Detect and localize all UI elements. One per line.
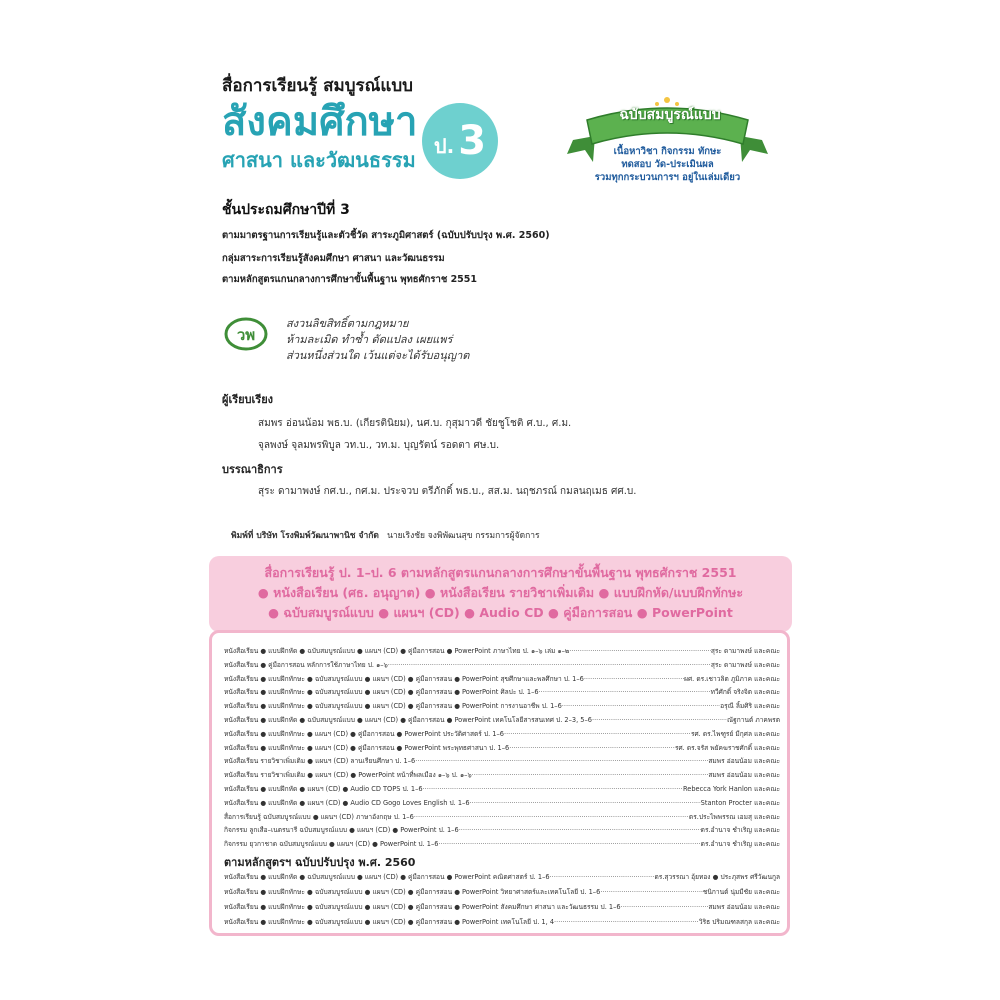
catalog-row-author: ดร.อำนาจ ชำเริญ และคณะ [700,840,780,849]
copyright-line: ห้ามละเมิด ทำซ้ำ ดัดแปลง เผยแพร่ [286,333,453,346]
leader-dots [569,645,711,656]
badge-title: ฉบับสมบูรณ์แบบ [619,107,721,123]
leader-dots [504,728,691,739]
catalog-box [209,630,790,936]
edition-badge [565,92,770,190]
leader-dots [621,901,709,912]
authors-label: ผู้เรียบเรียง [222,393,274,406]
leader-dots [415,755,708,766]
catalog-row [224,728,780,739]
catalog-row-title: หนังสือเรียน ● แบบฝึกหัด ● ฉบับสมบูรณ์แบบ ● แผนฯ (CD) ● คู่มือการสอน ● PowerPoint เทคโนโลยีสารสนเทศ ป. 2–3, 5–6 [224,716,592,724]
promo-box [209,556,792,632]
catalog-row-title: หนังสือเรียน ● แบบฝึกหัด ● แผนฯ (CD) ● Audio CD TOPS ป. 1–6 [224,785,423,793]
catalog-row-author: รศ. ดร.ไพฑูรย์ มีกุศล และคณะ [690,729,780,738]
standard-line: กลุ่มสาระการเรียนรู้สังคมศึกษา ศาสนา และวัฒนธรรม [222,253,445,264]
copyright-line: สงวนลิขสิทธิ์ตามกฎหมาย [286,317,409,330]
catalog-row-title: หนังสือเรียน ● แบบฝึกหัด ● ฉบับสมบูรณ์แบบ ● แผนฯ (CD) ● คู่มือการสอน ● PowerPoint ภาษาไทย ป. ๑–๖ เล่ม ๑–๒ [224,647,570,655]
leader-dots [592,714,727,725]
catalog-row-author: ผศ. ดร.เชาวลิต ภูมิภาค และคณะ [684,674,780,683]
catalog-row-author: Stanton Procter และคณะ [700,798,780,807]
subject-subtitle: ศาสนา และวัฒนธรรม [222,148,416,172]
printer-name: พิมพ์ที่ บริษัท โรงพิมพ์วัฒนาพานิช จำกัด [231,531,379,541]
catalog-row-title: หนังสือเรียน รายวิชาเพิ่มเติม ● แผนฯ (CD) ลานเรียนศึกษา ป. 1–6 [224,757,416,766]
catalog-row [224,673,780,684]
catalog-row-author: ทวีศักดิ์ จริงจิต และคณะ [710,688,780,697]
author-line: สมพร อ่อนน้อม พธ.บ. (เกียรตินิยม), นศ.บ. กุสุมาวดี ชัยชูโชติ ศ.บ., ศ.ม. [258,418,572,429]
catalog-row-author: ดร.ประไพพรรณ เอมสุ และคณะ [688,812,780,821]
standard-line: ตามหลักสูตรแกนกลางการศึกษาขั้นพื้นฐาน พุทธศักราช 2551 [222,274,478,285]
leader-dots [509,742,675,753]
printer-line [231,528,540,542]
badge-line: เนื้อหาวิชา กิจกรรม ทักษะ [613,146,722,157]
leader-dots [388,659,711,670]
catalog-row [224,838,780,849]
catalog-row-title: หนังสือเรียน ● แบบฝึกทักษะ ● แผนฯ (CD) ● คู่มือการสอน ● PowerPoint ประวัติศาสตร์ ป. 1–6 [224,729,504,738]
catalog-row [224,901,780,912]
author-line: จุลพงษ์ จุลมพรพิบูล วท.บ., วท.ม. บุญรัตน์ รอดตา ศษ.บ. [258,440,500,451]
catalog-row-author: Rebecca York Hanlon และคณะ [682,785,780,793]
leader-dots [470,797,701,808]
leader-dots [423,783,683,794]
catalog-row [224,714,780,725]
catalog-row [224,886,780,897]
catalog-row-author: สมพร อ่อนน้อม และคณะ [708,757,780,766]
catalog-row-title: หนังสือเรียน ● แบบฝึกทักษะ ● ฉบับสมบูรณ์แบบ ● แผนฯ (CD) ● คู่มือการสอน ● PowerPoint ศิลปะ ป. 1–6 [224,688,539,697]
catalog-row [224,659,780,670]
leader-dots [584,673,684,684]
catalog-row-author: สุระ ดามาพงษ์ และคณะ [710,647,780,655]
leader-dots [554,916,699,927]
promo-line: ● หนังสือเรียน (ศธ. อนุญาต) ● หนังสือเรียน รายวิชาเพิ่มเติม ● แบบฝึกหัด/แบบฝึกทักษะ [257,585,744,600]
catalog-row [224,797,780,808]
catalog-row [224,755,780,766]
catalog-row-title: หนังสือเรียน ● แบบฝึกทักษะ ● แผนฯ (CD) ● คู่มือการสอน ● PowerPoint พระพุทธศาสนา ป. 1–6 [224,743,510,752]
leader-dots [539,686,711,697]
badge-line: รวมทุกกระบวนการฯ อยู่ในเล่มเดียว [594,172,741,183]
promo-line: ● ฉบับสมบูรณ์แบบ ● แผนฯ (CD) ● Audio CD ● คู่มือการสอน ● PowerPoint [268,605,733,620]
catalog-row-title: หนังสือเรียน ● แบบฝึกทักษะ ● ฉบับสมบูรณ์แบบ ● แผนฯ (CD) ● คู่มือการสอน ● PowerPoint เทคโนโลยี ป. 1, 4 [224,918,555,926]
leader-dots [600,886,703,897]
catalog-row-author: สมพร อ่อนน้อม และคณะ [708,771,780,780]
section2-title: ตามหลักสูตรฯ ฉบับปรับปรุง พ.ศ. 2560 [224,856,416,869]
catalog-row [224,742,780,753]
grade-number: 3 [458,118,487,164]
catalog-row-author: อรุณี ลิ้มศิริ และคณะ [720,702,780,711]
catalog-row-title: หนังสือเรียน ● แบบฝึกทักษะ ● ฉบับสมบูรณ์แบบ ● แผนฯ (CD) ● คู่มือการสอน ● PowerPoint สังคมศึกษา ศาสนา และวัฒนธรรม ป. 1–6 [224,903,621,911]
catalog-row [224,686,780,697]
catalog-row [224,811,780,822]
catalog-row-author: ดร.สุวรรณา อุ้ยทอง ● ประภุสพร ศรีวัฒนกูล [654,873,780,881]
catalog-row [224,871,780,882]
catalog-row-author: รศ. ดร.จรัส พยัคฆราชศักดิ์ และคณะ [674,743,780,752]
logo-text: วพ [236,326,256,344]
catalog-row-title: หนังสือเรียน ● แบบฝึกหัด ● แผนฯ (CD) ● Audio CD Gogo Loves English ป. 1–6 [224,798,470,807]
catalog-row-title: หนังสือเรียน ● คู่มือการสอน หลักการใช้ภาษาไทย ป. ๑–๖ [224,660,388,669]
catalog-row-title: หนังสือเรียน รายวิชาเพิ่มเติม ● แผนฯ (CD) ● PowerPoint หน้าที่พลเมือง ๑–๖ ป. ๑–๖ [224,771,472,780]
leader-dots [550,871,655,882]
catalog-row-author: ดร.อำนาจ ชำเริญ และคณะ [700,826,780,835]
catalog-row-title: หนังสือเรียน ● แบบฝึกทักษะ ● ฉบับสมบูรณ์แบบ ● แผนฯ (CD) ● คู่มือการสอน ● PowerPoint สุขศึกษาและพลศึกษา ป. 1–6 [224,674,584,683]
grade-prefix: ป. [433,134,455,158]
catalog-row-title: หนังสือเรียน ● แบบฝึกหัด ● ฉบับสมบูรณ์แบบ ● แผนฯ (CD) ● คู่มือการสอน ● PowerPoint คณิตศาสตร์ ป. 1–6 [224,873,550,881]
leader-dots [414,811,689,822]
grade-level: ชั้นประถมศึกษาปีที่ 3 [222,202,350,218]
catalog-row-title: สื่อการเรียนรู้ ฉบับสมบูรณ์แบบ ● แผนฯ (CD) ภาษาอังกฤษ ป. 1–6 [224,812,414,821]
catalog-row-title: กิจกรรม ยุวกาชาด ฉบับสมบูรณ์แบบ ● แผนฯ (CD) ● PowerPoint ป. 1–6 [224,840,439,849]
badge-line: ทดสอบ วัด-ประเมินผล [621,159,714,170]
catalog-row-title: หนังสือเรียน ● แบบฝึกทักษะ ● ฉบับสมบูรณ์แบบ ● แผนฯ (CD) ● คู่มือการสอน ● PowerPoint การงานอาชีพ ป. 1–6 [224,702,562,711]
catalog-row-title: หนังสือเรียน ● แบบฝึกทักษะ ● ฉบับสมบูรณ์แบบ ● แผนฯ (CD) ● คู่มือการสอน ● PowerPoint วิทยาศาสตร์และเทคโนโลยี ป. 1–6 [224,888,601,896]
publisher-logo [224,316,268,352]
standard-line: ตามมาตรฐานการเรียนรู้และตัวชี้วัด สาระภูมิศาสตร์ (ฉบับปรับปรุง พ.ศ. 2560) [222,230,550,241]
promo-line: สื่อการเรียนรู้ ป. 1–ป. 6 ตามหลักสูตรแกนกลางการศึกษาขั้นพื้นฐาน พุทธศักราช 2551 [264,565,737,580]
catalog-row [224,769,780,780]
series-title: สื่อการเรียนรู้ สมบูรณ์แบบ [222,76,413,96]
catalog-row [224,916,780,927]
catalog-row-author: ณัฐกานต์ ภาคพรต [727,716,780,724]
catalog-row-author: สมพร อ่อนน้อม และคณะ [708,903,780,911]
subject-title: สังคมศึกษา [222,99,418,145]
grade-circle [422,103,498,179]
leader-dots [439,838,701,849]
catalog-row-title: กิจกรรม ลูกเสือ–เนตรนารี ฉบับสมบูรณ์แบบ ● แผนฯ (CD) ● PowerPoint ป. 1–6 [224,826,459,835]
leader-dots [459,824,701,835]
editor-line: สุระ ดามาพงษ์ กศ.บ., กศ.ม. ประจวบ ตรีภักดิ์ พธ.บ., สส.ม. นฤชภรณ์ กมลนฤเมธ ศศ.บ. [258,486,637,497]
catalog-row-author: ชนิกานต์ นุ่มมีชัย และคณะ [702,888,780,896]
catalog-row [224,700,780,711]
editors-label: บรรณาธิการ [222,463,283,476]
catalog-row-author: วิริธ ปริมณฑลสกุล และคณะ [698,918,780,926]
printer-manager: นายเริงชัย จงพิพัฒนสุข กรรมการผู้จัดการ [387,531,540,541]
catalog-row [224,824,780,835]
catalog-row [224,645,780,656]
copyright-line: ส่วนหนึ่งส่วนใด เว้นแต่จะได้รับอนุญาต [286,349,470,362]
catalog-row-author: สุระ ดามาพงษ์ และคณะ [710,660,780,669]
leader-dots [472,769,709,780]
catalog-row [224,783,780,794]
leader-dots [562,700,720,711]
